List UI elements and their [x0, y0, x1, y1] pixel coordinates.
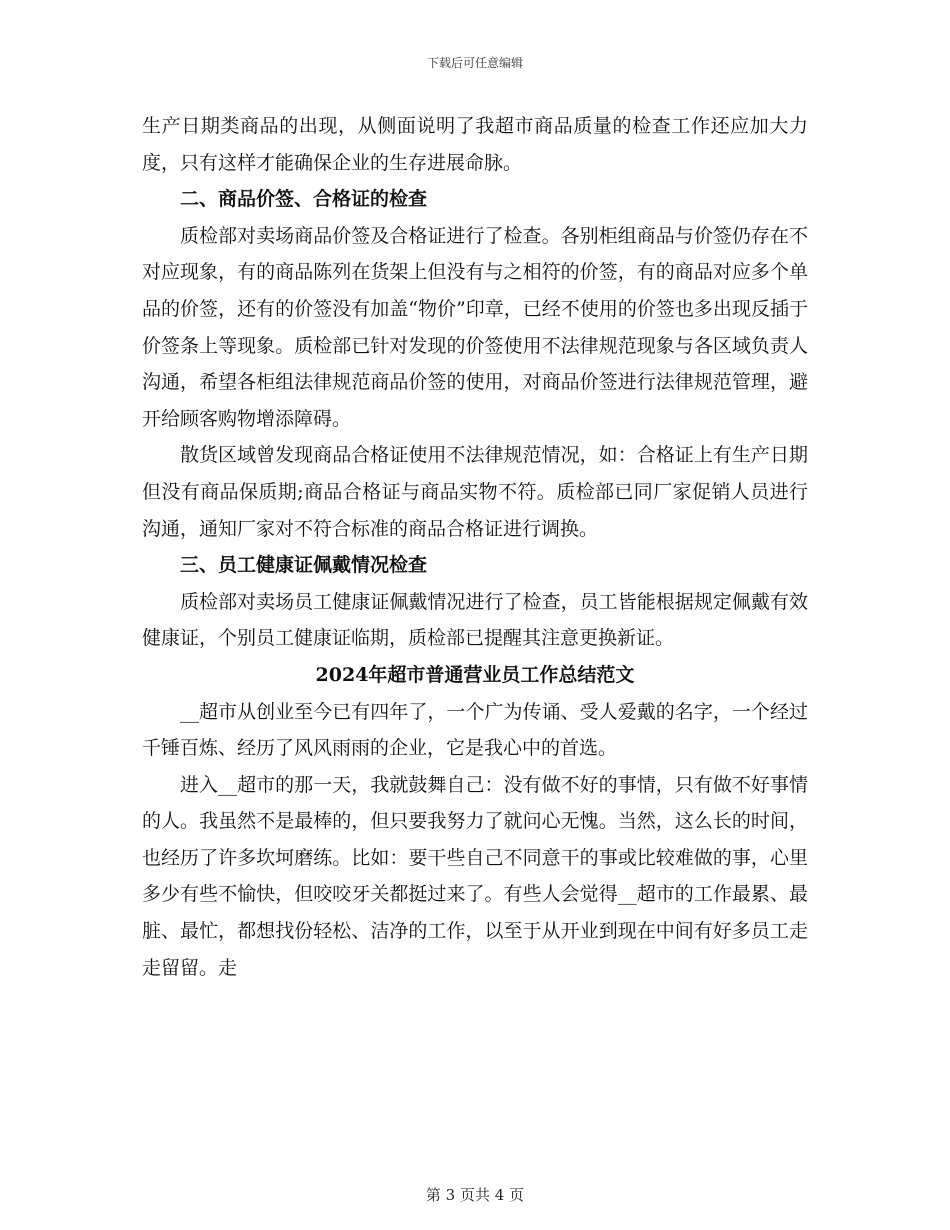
page-footer: 第 3 页共 4 页	[425, 1186, 525, 1204]
paragraph: 质检部对卖场商品价签及合格证进行了检查。各别柜组商品与价签仍存在不对应现象，有的商品陈列在货架上但没有与之相符的价签，有的商品对应多个单品的价签，还有的价签没有加盖“物价”印章，已经不使用的价签也多出现反插于价签条上等现象。质检部已针对发现的价签使用不法律规范现象与各区域负责人沟通，希望各柜组法律规范商品价签的使用，对商品价签进行法律规范管理，避开给顾客购物增添障碍。	[142, 224, 808, 430]
document-title: 2024年超市普通营业员工作总结范文	[315, 663, 635, 686]
paragraph: 质检部对卖场员工健康证佩戴情况进行了检查，员工皆能根据规定佩戴有效健康证，个别员工健康证临期，质检部已提醒其注意更换新证。	[142, 590, 808, 650]
paragraph: 散货区域曾发现商品合格证使用不法律规范情况，如：合格证上有生产日期但没有商品保质期;商品合格证与商品实物不符。质检部已同厂家促销人员进行沟通，通知厂家对不符合标准的商品合格证进行调换。	[142, 444, 808, 540]
document-body	[142, 108, 808, 986]
section-heading-3: 三、员工健康证佩戴情况检查	[180, 554, 428, 577]
paragraph-continued: 生产日期类商品的出现，从侧面说明了我超市商品质量的检查工作还应加大力度，只有这样才能确保企业的生存进展命脉。	[142, 115, 808, 174]
paragraph: __超市从创业至今已有四年了，一个广为传诵、受人爱戴的名字，一个经过千锤百炼、经历了风风雨雨的企业，它是我心中的首选。	[142, 700, 808, 760]
page-header: 下载后可任意编辑	[426, 56, 523, 70]
section-heading-2: 二、商品价签、合格证的检查	[180, 188, 428, 211]
paragraph: 进入__超市的那一天，我就鼓舞自己：没有做不好的事情，只有做不好事情的人。我虽然不是最棒的，但只要我努力了就问心无愧。当然，这么长的时间，也经历了许多坎坷磨练。比如：要干些自己不同意干的事或比较难做的事，心里多少有些不愉快，但咬咬牙关都挺过来了。有些人会觉得__超市的工作最累、最脏、最忙，都想找份轻松、洁净的工作，以至于从开业到现在中间有好多员工走走留留。走	[142, 773, 808, 979]
